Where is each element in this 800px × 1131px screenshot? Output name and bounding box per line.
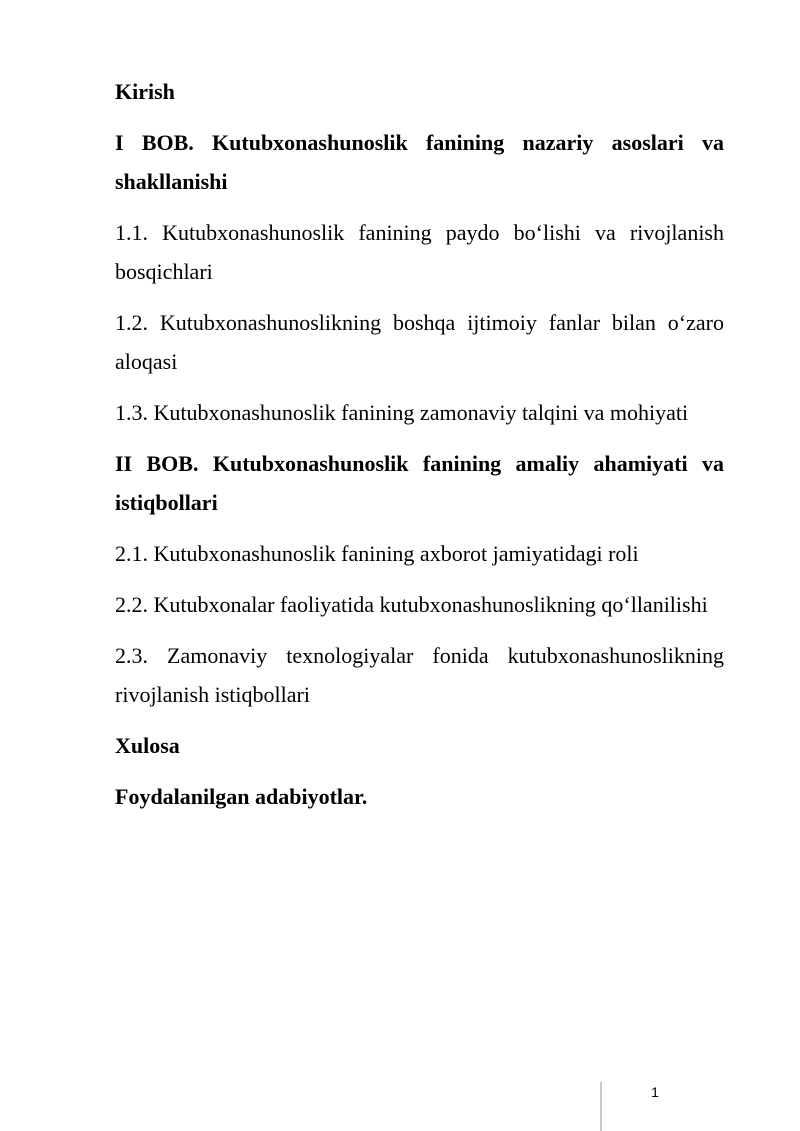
toc-entry-section-1-3: 1.3. Kutubxonashunoslik fanining zamonaviy talqini va mohiyati	[115, 400, 689, 425]
toc-entry-chapter-2: II BOB. Kutubxonashunoslik fanining amaliy ahamiyati va istiqbollari	[115, 451, 724, 515]
toc-entry-section-2-1: 2.1. Kutubxonashunoslik fanining axborot jamiyatidagi roli	[115, 541, 639, 566]
toc-entry-references: Foydalanilgan adabiyotlar.	[115, 784, 368, 809]
toc-entry-section-1-1: 1.1. Kutubxonashunoslik fanining paydo bo‘lishi va rivojlanish bosqichlari	[115, 220, 724, 284]
page-number: 1	[651, 1084, 659, 1100]
toc-entry-section-2-3: 2.3. Zamonaviy texnologiyalar fonida kutubxonashunoslikning rivojlanish istiqbollari	[115, 643, 724, 707]
toc-entry-introduction: Kirish	[115, 79, 175, 104]
toc-entry-chapter-1: I BOB. Kutubxonashunoslik fanining nazariy asoslari va shakllanishi	[115, 130, 724, 194]
table-of-contents	[115, 72, 724, 828]
toc-entry-conclusion: Xulosa	[115, 733, 180, 758]
toc-entry-section-1-2: 1.2. Kutubxonashunoslikning boshqa ijtimoiy fanlar bilan o‘zaro aloqasi	[115, 310, 724, 374]
footer-divider	[600, 1082, 602, 1131]
toc-entry-section-2-2: 2.2. Kutubxonalar faoliyatida kutubxonashunoslikning qo‘llanilishi	[115, 592, 708, 617]
